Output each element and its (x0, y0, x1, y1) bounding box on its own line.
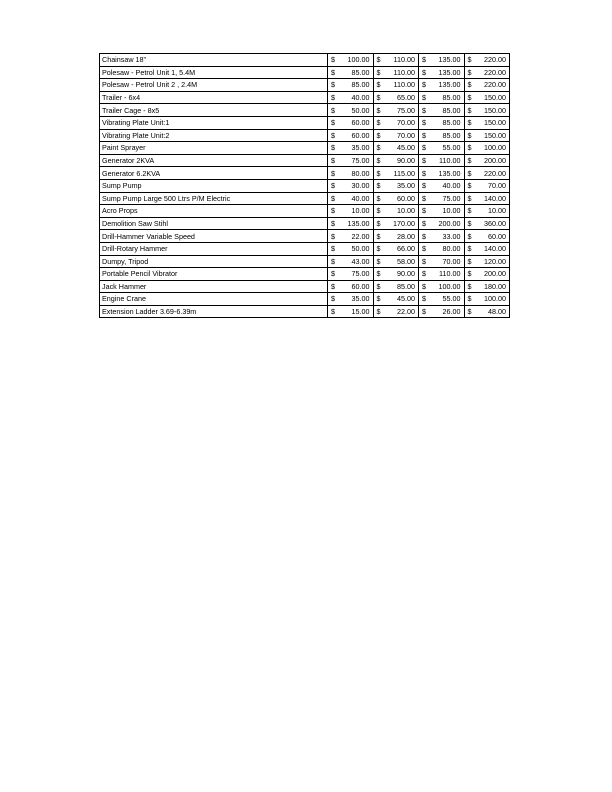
price-amount: 33.00 (442, 231, 461, 241)
price-cell (419, 79, 465, 92)
currency-symbol: $ (422, 80, 426, 90)
price-amount: 110.00 (439, 269, 461, 279)
price-cell (419, 54, 465, 67)
price-amount: 50.00 (351, 105, 370, 115)
currency-symbol: $ (422, 155, 426, 165)
price-amount: 120.00 (484, 256, 506, 266)
price-cell (328, 230, 374, 243)
currency-symbol: $ (376, 218, 381, 228)
currency-symbol: $ (467, 218, 472, 228)
equipment-name-cell: Generator 2KVA (100, 154, 328, 167)
table-row (100, 167, 510, 180)
price-cell (419, 167, 465, 180)
currency-symbol: $ (467, 155, 472, 165)
currency-symbol: $ (376, 130, 381, 140)
price-amount: 28.00 (397, 231, 415, 241)
equipment-name-cell: Trailer - 6x4 (100, 91, 328, 104)
currency-symbol: $ (331, 244, 335, 254)
currency-symbol: $ (331, 307, 335, 317)
currency-symbol: $ (467, 269, 472, 279)
currency-symbol: $ (331, 256, 335, 266)
price-amount: 75.00 (351, 269, 370, 279)
price-cell (328, 129, 374, 142)
equipment-name-cell: Paint Sprayer (100, 142, 328, 155)
price-cell (419, 268, 465, 281)
price-amount: 26.00 (442, 307, 461, 317)
currency-symbol: $ (376, 206, 381, 216)
table-row (100, 129, 510, 142)
price-amount: 85.00 (442, 130, 461, 140)
price-amount: 110.00 (439, 155, 461, 165)
price-amount: 60.00 (488, 231, 506, 241)
price-amount: 115.00 (393, 168, 415, 178)
price-cell (464, 142, 510, 155)
price-cell (373, 179, 419, 192)
price-cell (419, 217, 465, 230)
price-cell (464, 192, 510, 205)
price-cell (328, 116, 374, 129)
equipment-name-cell: Sump Pump Large 500 Ltrs P/M Electric (100, 192, 328, 205)
table-row (100, 142, 510, 155)
price-cell (373, 268, 419, 281)
currency-symbol: $ (467, 143, 472, 153)
currency-symbol: $ (376, 193, 381, 203)
price-amount: 60.00 (397, 193, 415, 203)
price-cell (419, 66, 465, 79)
price-amount: 85.00 (351, 67, 370, 77)
currency-symbol: $ (422, 168, 426, 178)
price-amount: 35.00 (397, 181, 415, 191)
price-amount: 45.00 (397, 294, 415, 304)
table-row (100, 255, 510, 268)
price-cell (373, 167, 419, 180)
table-row (100, 154, 510, 167)
price-amount: 150.00 (484, 118, 506, 128)
currency-symbol: $ (331, 168, 335, 178)
price-amount: 220.00 (484, 168, 506, 178)
currency-symbol: $ (422, 55, 426, 65)
currency-symbol: $ (331, 181, 335, 191)
currency-symbol: $ (422, 206, 426, 216)
currency-symbol: $ (467, 67, 472, 77)
table-row (100, 91, 510, 104)
price-amount: 70.00 (397, 130, 415, 140)
currency-symbol: $ (376, 168, 381, 178)
price-cell (373, 154, 419, 167)
price-cell (328, 293, 374, 306)
table-row (100, 66, 510, 79)
price-cell (464, 293, 510, 306)
currency-symbol: $ (331, 193, 335, 203)
price-amount: 22.00 (397, 307, 415, 317)
currency-symbol: $ (422, 244, 426, 254)
currency-symbol: $ (331, 105, 335, 115)
price-amount: 85.00 (442, 118, 461, 128)
equipment-name-cell: Jack Hammer (100, 280, 328, 293)
price-cell (419, 104, 465, 117)
price-amount: 85.00 (442, 92, 461, 102)
table-row (100, 116, 510, 129)
price-cell (464, 66, 510, 79)
price-amount: 135.00 (438, 80, 461, 90)
equipment-name-cell: Demolition Saw Stihl (100, 217, 328, 230)
currency-symbol: $ (422, 193, 426, 203)
currency-symbol: $ (376, 92, 381, 102)
price-cell (373, 66, 419, 79)
price-cell (464, 154, 510, 167)
currency-symbol: $ (331, 143, 335, 153)
table-row (100, 192, 510, 205)
table-row (100, 79, 510, 92)
price-amount: 100.00 (438, 281, 461, 291)
price-amount: 35.00 (351, 143, 370, 153)
table-row (100, 217, 510, 230)
currency-symbol: $ (422, 281, 426, 291)
currency-symbol: $ (422, 307, 426, 317)
equipment-name-cell: Drill-Hammer Variable Speed (100, 230, 328, 243)
currency-symbol: $ (467, 206, 472, 216)
equipment-name-cell: Extension Ladder 3.69-6.39m (100, 305, 328, 318)
currency-symbol: $ (376, 281, 381, 291)
currency-symbol: $ (376, 118, 381, 128)
equipment-name-cell: Chainsaw 18" (100, 54, 328, 67)
price-amount: 170.00 (393, 218, 415, 228)
currency-symbol: $ (331, 269, 335, 279)
price-cell (328, 268, 374, 281)
currency-symbol: $ (331, 55, 335, 65)
equipment-name-cell: Drill-Rotary Hammer (100, 242, 328, 255)
price-cell (464, 242, 510, 255)
currency-symbol: $ (376, 231, 381, 241)
currency-symbol: $ (376, 155, 381, 165)
equipment-name-cell: Vibrating Plate Unit:1 (100, 116, 328, 129)
price-amount: 66.00 (397, 244, 415, 254)
price-amount: 220.00 (484, 67, 506, 77)
currency-symbol: $ (376, 181, 381, 191)
price-amount: 180.00 (484, 281, 506, 291)
hire-price-table (99, 53, 510, 318)
price-cell (328, 91, 374, 104)
currency-symbol: $ (422, 256, 426, 266)
price-amount: 40.00 (442, 181, 461, 191)
price-amount: 110.00 (393, 67, 415, 77)
equipment-name-cell: Acro Props (100, 205, 328, 218)
price-amount: 100.00 (484, 143, 506, 153)
price-cell (464, 205, 510, 218)
price-cell (328, 54, 374, 67)
currency-symbol: $ (467, 181, 472, 191)
currency-symbol: $ (331, 206, 335, 216)
price-cell (419, 293, 465, 306)
price-amount: 10.00 (442, 206, 461, 216)
price-cell (328, 66, 374, 79)
currency-symbol: $ (467, 130, 472, 140)
price-cell (328, 242, 374, 255)
price-amount: 22.00 (351, 231, 370, 241)
price-cell (328, 142, 374, 155)
price-amount: 200.00 (484, 155, 506, 165)
price-cell (373, 242, 419, 255)
price-amount: 200.00 (438, 218, 461, 228)
price-amount: 100.00 (484, 294, 506, 304)
price-amount: 85.00 (351, 80, 370, 90)
currency-symbol: $ (422, 218, 426, 228)
price-cell (328, 217, 374, 230)
currency-symbol: $ (467, 231, 472, 241)
price-cell (464, 268, 510, 281)
currency-symbol: $ (331, 80, 335, 90)
currency-symbol: $ (376, 105, 381, 115)
currency-symbol: $ (376, 307, 381, 317)
price-amount: 55.00 (442, 294, 461, 304)
currency-symbol: $ (376, 294, 381, 304)
price-amount: 58.00 (397, 256, 415, 266)
price-cell (464, 129, 510, 142)
price-amount: 75.00 (397, 105, 415, 115)
price-amount: 40.00 (351, 193, 370, 203)
currency-symbol: $ (422, 231, 426, 241)
price-cell (373, 192, 419, 205)
table-row (100, 293, 510, 306)
price-cell (373, 142, 419, 155)
currency-symbol: $ (331, 67, 335, 77)
price-amount: 35.00 (351, 294, 370, 304)
currency-symbol: $ (376, 143, 381, 153)
currency-symbol: $ (331, 294, 335, 304)
table-row (100, 242, 510, 255)
currency-symbol: $ (376, 80, 381, 90)
price-cell (419, 91, 465, 104)
price-amount: 140.00 (484, 193, 506, 203)
equipment-name-cell: Vibrating Plate Unit:2 (100, 129, 328, 142)
price-amount: 110.00 (393, 80, 415, 90)
currency-symbol: $ (376, 256, 381, 266)
price-cell (464, 255, 510, 268)
table-row (100, 268, 510, 281)
table-row (100, 280, 510, 293)
price-cell (464, 280, 510, 293)
price-cell (373, 104, 419, 117)
equipment-name-cell: Trailer Cage - 8x5 (100, 104, 328, 117)
price-amount: 48.00 (488, 307, 506, 317)
price-cell (464, 230, 510, 243)
price-cell (464, 116, 510, 129)
table-row (100, 230, 510, 243)
price-amount: 43.00 (351, 256, 370, 266)
price-amount: 10.00 (397, 206, 415, 216)
equipment-name-cell: Sump Pump (100, 179, 328, 192)
currency-symbol: $ (422, 67, 426, 77)
price-amount: 140.00 (484, 244, 506, 254)
price-amount: 15.00 (351, 307, 370, 317)
price-cell (373, 230, 419, 243)
price-cell (419, 280, 465, 293)
price-amount: 65.00 (397, 92, 415, 102)
equipment-name-cell: Portable Pencil Vibrator (100, 268, 328, 281)
price-amount: 60.00 (351, 130, 370, 140)
price-amount: 75.00 (442, 193, 461, 203)
price-cell (328, 179, 374, 192)
price-amount: 45.00 (397, 143, 415, 153)
currency-symbol: $ (422, 143, 426, 153)
price-cell (373, 116, 419, 129)
currency-symbol: $ (331, 218, 335, 228)
price-cell (419, 230, 465, 243)
currency-symbol: $ (331, 118, 335, 128)
price-amount: 100.00 (347, 55, 370, 65)
price-cell (328, 192, 374, 205)
price-amount: 220.00 (484, 80, 506, 90)
currency-symbol: $ (422, 105, 426, 115)
price-amount: 70.00 (442, 256, 461, 266)
currency-symbol: $ (376, 269, 381, 279)
price-cell (419, 242, 465, 255)
price-amount: 150.00 (484, 105, 506, 115)
price-amount: 200.00 (484, 269, 506, 279)
price-cell (373, 280, 419, 293)
price-cell (328, 154, 374, 167)
currency-symbol: $ (467, 92, 472, 102)
currency-symbol: $ (422, 130, 426, 140)
price-cell (464, 167, 510, 180)
equipment-name-cell: Polesaw - Petrol Unit 1, 5.4M (100, 66, 328, 79)
price-amount: 150.00 (484, 130, 506, 140)
price-amount: 90.00 (397, 269, 415, 279)
price-cell (373, 91, 419, 104)
price-amount: 40.00 (351, 92, 370, 102)
currency-symbol: $ (467, 80, 472, 90)
price-cell (419, 142, 465, 155)
price-cell (419, 116, 465, 129)
currency-symbol: $ (422, 269, 426, 279)
currency-symbol: $ (331, 281, 335, 291)
currency-symbol: $ (467, 281, 472, 291)
price-amount: 60.00 (351, 118, 370, 128)
price-cell (464, 91, 510, 104)
currency-symbol: $ (331, 92, 335, 102)
price-cell (328, 167, 374, 180)
price-cell (373, 205, 419, 218)
currency-symbol: $ (467, 244, 472, 254)
price-cell (373, 293, 419, 306)
price-amount: 10.00 (351, 206, 370, 216)
price-cell (328, 79, 374, 92)
price-cell (328, 305, 374, 318)
equipment-name-cell: Polesaw - Petrol Unit 2 , 2.4M (100, 79, 328, 92)
price-amount: 80.00 (351, 168, 370, 178)
price-cell (328, 205, 374, 218)
table-row (100, 104, 510, 117)
currency-symbol: $ (467, 307, 472, 317)
price-amount: 110.00 (393, 55, 415, 65)
equipment-name-cell: Dumpy, Tripod (100, 255, 328, 268)
price-amount: 135.00 (347, 218, 370, 228)
price-amount: 75.00 (351, 155, 370, 165)
currency-symbol: $ (467, 168, 472, 178)
price-cell (328, 255, 374, 268)
price-cell (419, 179, 465, 192)
currency-symbol: $ (376, 244, 381, 254)
price-cell (464, 104, 510, 117)
price-cell (328, 280, 374, 293)
price-amount: 85.00 (442, 105, 461, 115)
price-amount: 30.00 (351, 181, 370, 191)
table-row (100, 205, 510, 218)
price-cell (464, 79, 510, 92)
price-amount: 55.00 (442, 143, 461, 153)
price-cell (373, 129, 419, 142)
currency-symbol: $ (467, 105, 472, 115)
currency-symbol: $ (331, 130, 335, 140)
price-cell (373, 54, 419, 67)
price-cell (464, 179, 510, 192)
table-row (100, 305, 510, 318)
currency-symbol: $ (422, 294, 426, 304)
currency-symbol: $ (422, 92, 426, 102)
currency-symbol: $ (467, 256, 472, 266)
currency-symbol: $ (467, 294, 472, 304)
currency-symbol: $ (467, 55, 472, 65)
price-cell (373, 217, 419, 230)
price-cell (419, 154, 465, 167)
price-amount: 360.00 (484, 218, 506, 228)
table-row (100, 54, 510, 67)
price-cell (464, 305, 510, 318)
price-cell (464, 54, 510, 67)
price-cell (419, 129, 465, 142)
price-cell (328, 104, 374, 117)
price-amount: 135.00 (438, 67, 461, 77)
currency-symbol: $ (331, 155, 335, 165)
price-cell (419, 305, 465, 318)
price-amount: 70.00 (488, 181, 506, 191)
price-amount: 50.00 (351, 244, 370, 254)
price-amount: 135.00 (438, 168, 461, 178)
price-amount: 90.00 (397, 155, 415, 165)
price-cell (464, 217, 510, 230)
price-cell (419, 205, 465, 218)
equipment-name-cell: Generator 6.2KVA (100, 167, 328, 180)
price-amount: 80.00 (442, 244, 461, 254)
price-amount: 85.00 (397, 281, 415, 291)
price-amount: 70.00 (397, 118, 415, 128)
price-cell (419, 192, 465, 205)
price-amount: 10.00 (488, 206, 506, 216)
price-cell (373, 255, 419, 268)
price-amount: 220.00 (484, 55, 506, 65)
price-cell (373, 305, 419, 318)
currency-symbol: $ (422, 181, 426, 191)
price-amount: 150.00 (484, 92, 506, 102)
currency-symbol: $ (422, 118, 426, 128)
table-row (100, 179, 510, 192)
currency-symbol: $ (331, 231, 335, 241)
equipment-name-cell: Engine Crane (100, 293, 328, 306)
currency-symbol: $ (467, 193, 472, 203)
price-cell (419, 255, 465, 268)
price-amount: 135.00 (438, 55, 461, 65)
currency-symbol: $ (376, 67, 381, 77)
table-body (100, 54, 510, 318)
price-amount: 60.00 (351, 281, 370, 291)
price-cell (373, 79, 419, 92)
currency-symbol: $ (376, 55, 381, 65)
currency-symbol: $ (467, 118, 472, 128)
